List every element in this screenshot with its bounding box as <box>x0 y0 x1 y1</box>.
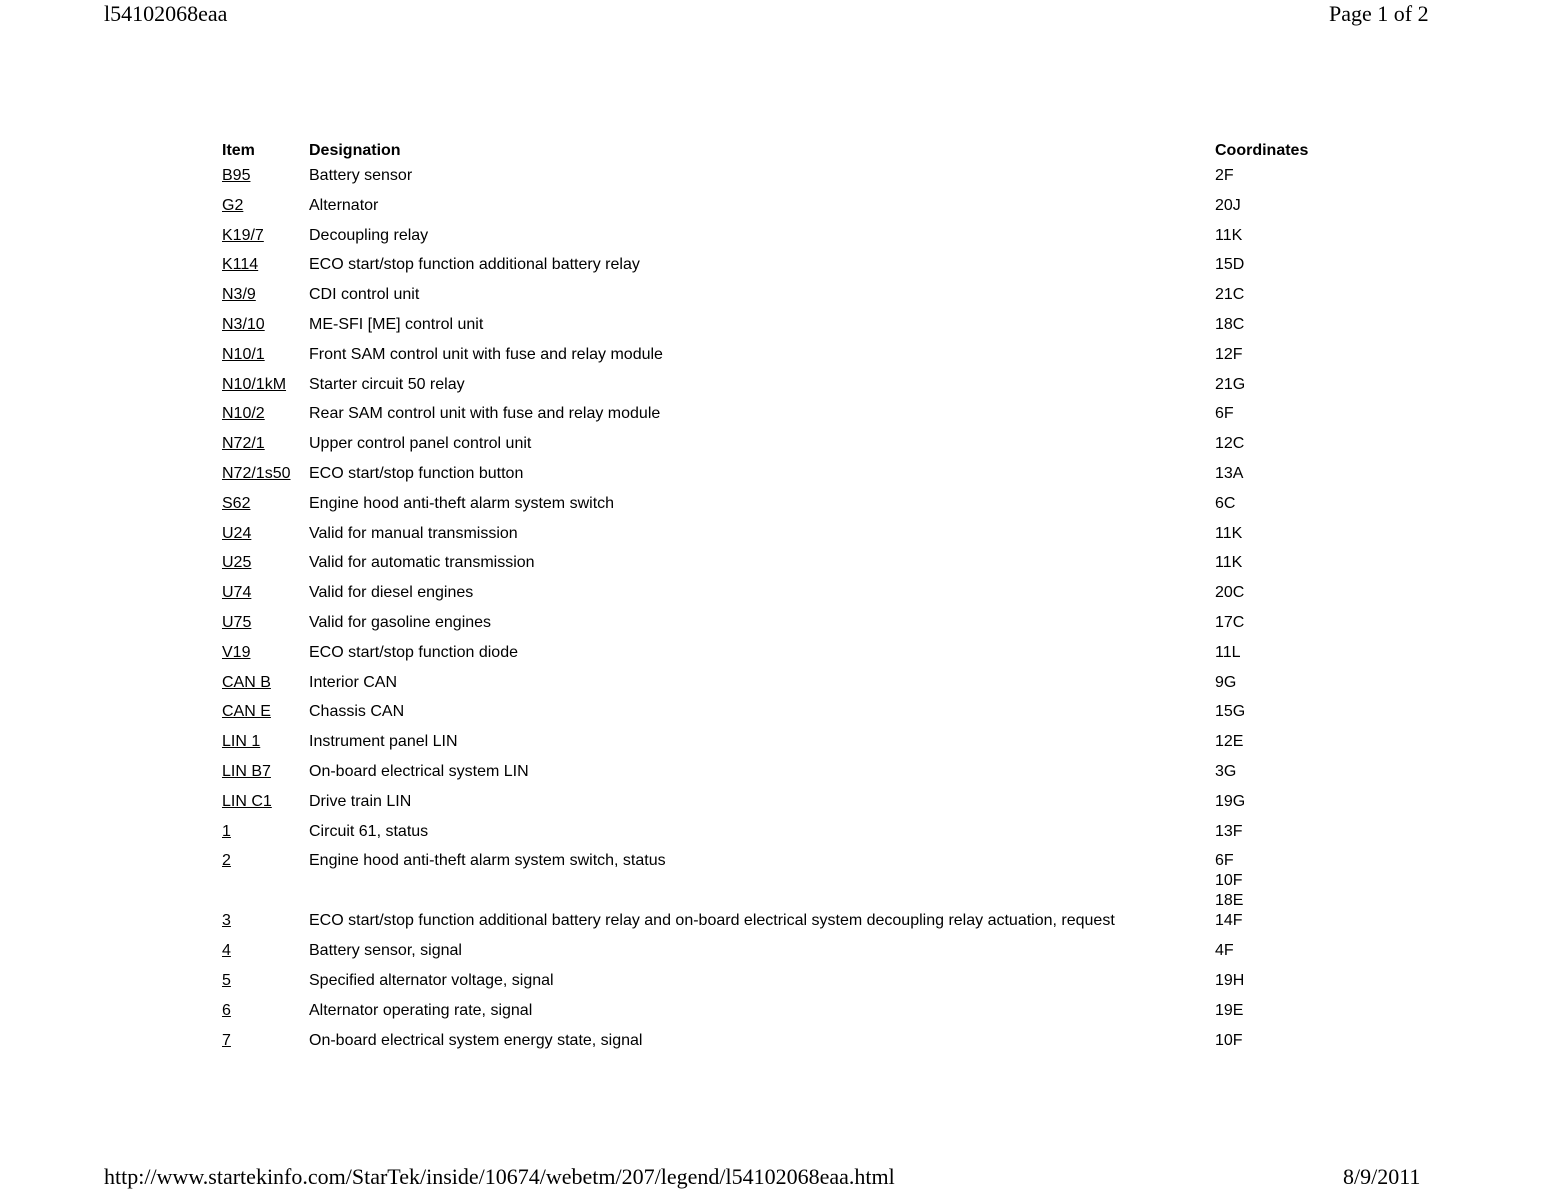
coordinates-cell <box>1215 524 1325 544</box>
legend-body <box>222 166 1325 1060</box>
coordinate-value: 3G <box>1215 762 1237 780</box>
item-link[interactable]: 7 <box>222 1031 231 1049</box>
item-cell <box>222 375 309 395</box>
designation-cell: CDI control unit <box>309 286 420 304</box>
designation-cell: On-board electrical system energy state, signal <box>309 1031 643 1049</box>
item-link[interactable]: B95 <box>222 167 251 184</box>
coordinates-cell <box>1215 464 1325 484</box>
item-cell <box>222 196 309 216</box>
coordinates-cell <box>1215 166 1325 186</box>
item-link[interactable]: N3/9 <box>222 286 256 304</box>
coordinate-value: 20J <box>1215 196 1241 214</box>
item-link[interactable]: U25 <box>222 554 252 572</box>
coordinate-value: 21C <box>1215 286 1245 304</box>
coordinates-cell <box>1215 553 1325 573</box>
item-cell <box>222 911 309 931</box>
table-row <box>222 673 1325 703</box>
coordinate-value: 10F <box>1215 872 1243 890</box>
table-row <box>222 553 1325 583</box>
item-cell <box>222 255 309 275</box>
designation-cell: Valid for diesel engines <box>309 584 474 602</box>
item-link[interactable]: CAN B <box>222 673 271 691</box>
coordinates-cell <box>1215 1001 1325 1021</box>
column-header-designation: Designation <box>309 142 401 159</box>
coordinates-cell <box>1215 434 1325 454</box>
designation-cell: Starter circuit 50 relay <box>309 375 465 393</box>
coordinate-value: 21G <box>1215 375 1246 393</box>
designation-cell: Valid for manual transmission <box>309 524 518 542</box>
coordinates-cell <box>1215 911 1325 931</box>
coordinates-cell <box>1215 1031 1325 1051</box>
coordinates-cell <box>1215 494 1325 514</box>
coordinates-cell <box>1215 851 1325 911</box>
table-row <box>222 345 1325 375</box>
coordinate-value: 14F <box>1215 912 1243 930</box>
coordinate-value: 18C <box>1215 315 1245 333</box>
designation-cell: Alternator operating rate, signal <box>309 1001 533 1019</box>
item-cell <box>222 851 309 871</box>
item-cell <box>222 941 309 961</box>
item-cell <box>222 524 309 544</box>
coordinates-cell <box>1215 255 1325 275</box>
coordinate-value: 15G <box>1215 703 1246 721</box>
item-cell <box>222 226 309 246</box>
designation-cell: Decoupling relay <box>309 226 429 244</box>
designation-cell: ECO start/stop function additional battery relay and on-board electrical system decoupling relay actuation, request <box>309 912 1115 930</box>
item-cell <box>222 404 309 424</box>
coordinate-value: 20C <box>1215 584 1245 602</box>
coordinate-value: 11L <box>1215 643 1241 661</box>
item-cell <box>222 792 309 812</box>
legend-header-row <box>222 136 1325 166</box>
coordinate-value: 10F <box>1215 1031 1243 1049</box>
coordinate-value: 18E <box>1215 892 1244 910</box>
item-link[interactable]: U24 <box>222 524 252 542</box>
designation-cell: ECO start/stop function additional battery relay <box>309 256 640 274</box>
item-link[interactable]: K19/7 <box>222 226 264 244</box>
item-link[interactable]: 2 <box>222 852 231 870</box>
designation-cell: Engine hood anti-theft alarm system switch <box>309 494 615 512</box>
item-cell <box>222 643 309 663</box>
table-row <box>222 732 1325 762</box>
coordinates-cell <box>1215 404 1325 424</box>
item-link[interactable]: K114 <box>222 256 259 274</box>
legend-table <box>222 136 1325 1060</box>
coordinate-value: 19H <box>1215 971 1245 989</box>
item-link[interactable]: 4 <box>222 942 231 960</box>
item-link[interactable]: LIN B7 <box>222 762 271 780</box>
coordinate-value: 2F <box>1215 167 1234 184</box>
item-link[interactable]: N10/1kM <box>222 375 287 393</box>
item-link[interactable]: 3 <box>222 912 231 930</box>
coordinates-cell <box>1215 285 1325 305</box>
coordinate-value: 12F <box>1215 345 1243 363</box>
designation-cell: ME-SFI [ME] control unit <box>309 315 484 333</box>
table-row <box>222 643 1325 673</box>
designation-cell: Valid for gasoline engines <box>309 613 492 631</box>
designation-cell: Chassis CAN <box>309 703 405 721</box>
coordinate-value: 11K <box>1215 524 1243 542</box>
designation-cell: Valid for automatic transmission <box>309 554 535 572</box>
item-link[interactable]: U75 <box>222 613 252 631</box>
coordinates-cell <box>1215 673 1325 693</box>
column-header-item: Item <box>222 142 255 159</box>
designation-cell: Engine hood anti-theft alarm system switch, status <box>309 852 666 870</box>
item-link[interactable]: N72/1s50 <box>222 464 291 482</box>
table-row <box>222 1031 1325 1061</box>
item-link[interactable]: LIN C1 <box>222 792 272 810</box>
item-link[interactable]: 6 <box>222 1001 231 1019</box>
item-cell <box>222 464 309 484</box>
item-cell <box>222 583 309 603</box>
item-link[interactable]: 5 <box>222 971 231 989</box>
page-number: Page 1 of 2 <box>1329 1 1429 26</box>
designation-cell: Instrument panel LIN <box>309 733 458 751</box>
table-row <box>222 375 1325 405</box>
coordinate-value: 13A <box>1215 464 1244 482</box>
item-cell <box>222 1001 309 1021</box>
designation-cell: Drive train LIN <box>309 792 412 810</box>
item-link[interactable]: N72/1 <box>222 435 265 453</box>
designation-cell: Interior CAN <box>309 673 398 691</box>
designation-cell: On-board electrical system LIN <box>309 762 529 780</box>
coordinates-cell <box>1215 762 1325 782</box>
table-row <box>222 196 1325 226</box>
coordinates-cell <box>1215 196 1325 216</box>
table-row <box>222 285 1325 315</box>
coordinate-value: 9G <box>1215 673 1237 691</box>
table-row <box>222 226 1325 256</box>
item-link[interactable]: LIN 1 <box>222 733 261 751</box>
coordinate-value: 13F <box>1215 822 1243 840</box>
coordinates-cell <box>1215 613 1325 633</box>
table-row <box>222 255 1325 285</box>
table-row <box>222 762 1325 792</box>
footer-url: http://www.startekinfo.com/StarTek/inside/10674/webetm/207/legend/l54102068eaa.html <box>104 1164 895 1189</box>
coordinate-value: 19E <box>1215 1001 1244 1019</box>
item-link[interactable]: 1 <box>222 822 231 840</box>
coordinates-cell <box>1215 375 1325 395</box>
designation-cell: Rear SAM control unit with fuse and relay module <box>309 405 661 423</box>
table-row <box>222 494 1325 524</box>
designation-cell: Battery sensor <box>309 167 413 184</box>
coordinates-cell <box>1215 226 1325 246</box>
coordinate-value: 19G <box>1215 792 1246 810</box>
coordinates-cell <box>1215 643 1325 663</box>
item-link[interactable]: N10/2 <box>222 405 265 423</box>
coordinate-value: 17C <box>1215 613 1245 631</box>
column-header-coordinates: Coordinates <box>1215 142 1309 159</box>
table-row <box>222 1001 1325 1031</box>
designation-cell: Specified alternator voltage, signal <box>309 971 554 989</box>
item-cell <box>222 166 309 186</box>
item-cell <box>222 553 309 573</box>
coordinates-cell <box>1215 583 1325 603</box>
table-row <box>222 792 1325 822</box>
item-cell <box>222 732 309 752</box>
item-link[interactable]: V19 <box>222 643 251 661</box>
item-cell <box>222 494 309 514</box>
item-link[interactable]: CAN E <box>222 703 271 721</box>
designation-cell: Battery sensor, signal <box>309 942 462 960</box>
designation-cell: Alternator <box>309 196 379 214</box>
table-row <box>222 822 1325 852</box>
coordinates-cell <box>1215 792 1325 812</box>
coordinate-value: 12C <box>1215 435 1245 453</box>
coordinates-cell <box>1215 345 1325 365</box>
designation-cell: Front SAM control unit with fuse and relay module <box>309 345 663 363</box>
item-cell <box>222 613 309 633</box>
designation-cell: ECO start/stop function diode <box>309 643 518 661</box>
table-row <box>222 941 1325 971</box>
item-cell <box>222 345 309 365</box>
footer-date: 8/9/2011 <box>1343 1164 1421 1189</box>
designation-cell: ECO start/stop function button <box>309 464 524 482</box>
table-row <box>222 524 1325 554</box>
item-cell <box>222 285 309 305</box>
designation-cell: Upper control panel control unit <box>309 435 532 453</box>
item-cell <box>222 673 309 693</box>
table-row <box>222 613 1325 643</box>
item-cell <box>222 1031 309 1051</box>
item-cell <box>222 434 309 454</box>
item-link[interactable]: G2 <box>222 196 244 214</box>
table-row <box>222 971 1325 1001</box>
item-link[interactable]: N3/10 <box>222 315 265 333</box>
coordinates-cell <box>1215 702 1325 722</box>
item-cell <box>222 822 309 842</box>
item-link[interactable]: U74 <box>222 584 252 602</box>
item-cell <box>222 971 309 991</box>
designation-cell: Circuit 61, status <box>309 822 429 840</box>
table-row <box>222 702 1325 732</box>
coordinate-value: 11K <box>1215 226 1243 244</box>
table-row <box>222 166 1325 196</box>
table-row <box>222 583 1325 613</box>
item-cell <box>222 702 309 722</box>
coordinates-cell <box>1215 971 1325 991</box>
coordinate-value: 15D <box>1215 256 1245 274</box>
item-link[interactable]: N10/1 <box>222 345 265 363</box>
coordinates-cell <box>1215 822 1325 842</box>
coordinate-value: 6F <box>1215 405 1234 423</box>
table-row <box>222 315 1325 345</box>
coordinates-cell <box>1215 941 1325 961</box>
coordinate-value: 11K <box>1215 554 1243 572</box>
item-cell <box>222 315 309 335</box>
table-row <box>222 464 1325 494</box>
table-row <box>222 434 1325 464</box>
coordinate-value: 6C <box>1215 494 1236 512</box>
table-row <box>222 404 1325 434</box>
coordinate-value: 6F <box>1215 852 1234 870</box>
item-cell <box>222 762 309 782</box>
coordinates-cell <box>1215 732 1325 752</box>
coordinates-cell <box>1215 315 1325 335</box>
coordinate-value: 12E <box>1215 733 1244 751</box>
coordinate-value: 4F <box>1215 942 1234 960</box>
document-id: l54102068eaa <box>104 1 228 26</box>
table-row <box>222 851 1325 911</box>
table-row <box>222 911 1325 941</box>
item-link[interactable]: S62 <box>222 494 251 512</box>
